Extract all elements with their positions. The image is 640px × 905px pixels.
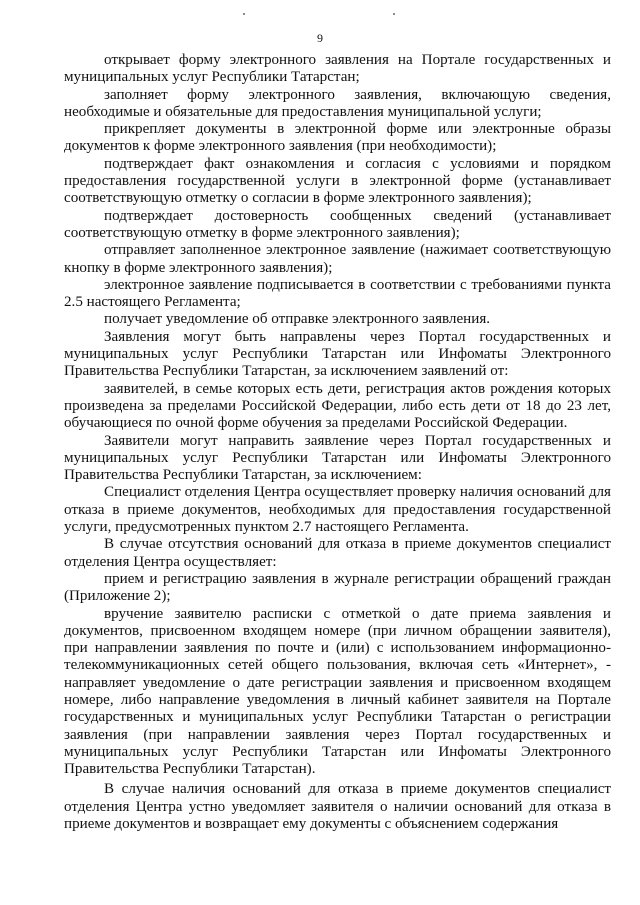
scan-speck [243,13,245,15]
paragraph: прием и регистрацию заявления в журнале регистрации обращений граждан (Приложение 2); [64,570,611,605]
paragraph: прикрепляет документы в электронной форме или электронные образы документов к форме электронного заявления (при необходимости); [64,121,611,155]
page-number: 9 [317,31,323,45]
scan-speck [393,13,395,15]
paragraph: заявителей, в семье которых есть дети, регистрация актов рождения которых произведена за пределами Российской Федерации, либо есть дети от 18 до 23 лет, обучающиеся по очной форме обучения за пределами Российской Федерации. [64,380,611,432]
paragraph: Заявления могут быть направлены через Портал государственных и муниципальных услуг Республики Татарстан или Инфоматы Электронного Правительства Республики Татарстан, за исключением заявлений от: [64,328,611,380]
paragraph: вручение заявителю расписки с отметкой о дате приема заявления и документов, присвоенном входящем номере (при личном обращении заявителя), при направлении заявления по почте и (или) с использованием информационно-телекоммуникационных сетей общего пользования, включая сеть «Интернет», - направляет уведомление о дате регистрации заявления и присвоенном входящем номере, либо направление уведомления в личный кабинет заявителя на Портале государственных и муниципальных услуг Республики Татарстан о регистрации заявления (при направлении заявления через Портал государственных и муниципальных услуг Республики Татарстан или Инфоматы Электронного Правительства Республики Татарстан). [64,605,611,778]
paragraph: Заявители могут направить заявление через Портал государственных и муниципальных услуг Республики Татарстан или Инфоматы Электронного Правительства Республики Татарстан, за исключением: [64,432,611,484]
paragraph: В случае наличия оснований для отказа в приеме документов специалист отделения Центра устно уведомляет заявителя о наличии оснований для отказа в приеме документов и возвращает ему документы с объяснением содержания [64,781,611,833]
paragraph: получает уведомление об отправке электронного заявления. [104,311,491,328]
paragraph: открывает форму электронного заявления на Портале государственных и муниципальных услуг Республики Татарстан; [64,52,611,86]
paragraph: В случае отсутствия оснований для отказа в приеме документов специалист отделения Центра осуществляет: [64,536,611,570]
body-text [64,52,611,833]
paragraph: заполняет форму электронного заявления, включающую сведения, необходимые и обязательные для предоставления муниципальной услуги; [64,86,611,120]
paragraph: Специалист отделения Центра осуществляет проверку наличия оснований для отказа в приеме документов, необходимых для предоставления государственной услуги, предусмотренных пунктом 2.7 настоящего Регламента. [64,484,611,536]
paragraph: отправляет заполненное электронное заявление (нажимает соответствующую кнопку в форме электронного заявления); [64,242,611,276]
paragraph: подтверждает достоверность сообщенных сведений (устанавливает соответствующую отметку в форме электронного заявления); [64,207,611,241]
paragraph: подтверждает факт ознакомления и согласия с условиями и порядком предоставления государственной услуги в электронной форме (устанавливает соответствующую отметку о согласии в форме электронного заявления); [64,155,611,207]
paragraph: электронное заявление подписывается в соответствии с требованиями пункта 2.5 настоящего Регламента; [64,276,611,311]
